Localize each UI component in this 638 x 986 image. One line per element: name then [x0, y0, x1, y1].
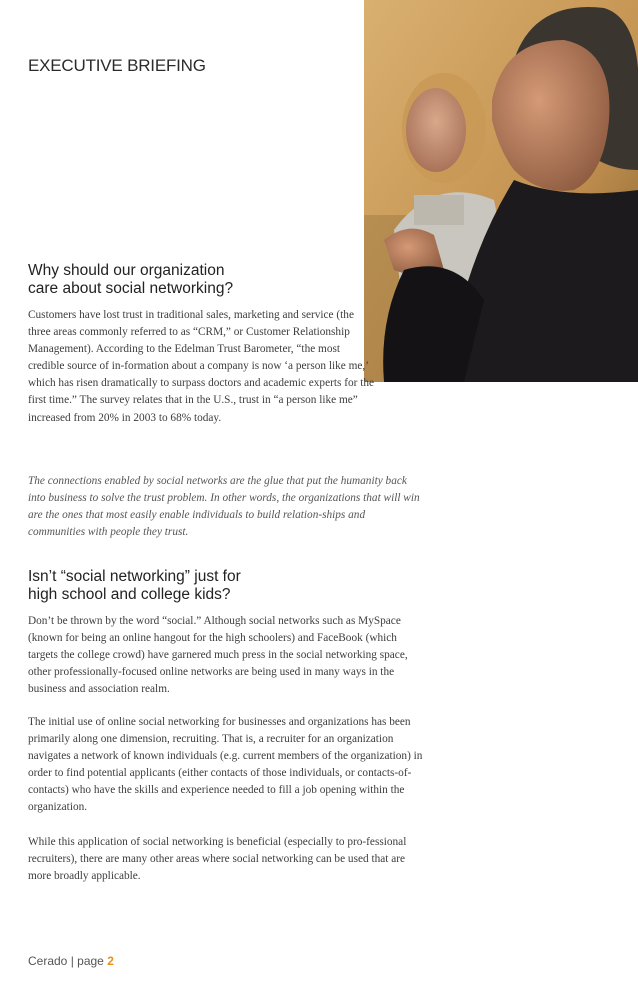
- photo-illustration: [364, 0, 638, 382]
- page-number: 2: [107, 954, 114, 968]
- section-2-heading: [28, 568, 368, 604]
- header-photo: [364, 0, 638, 382]
- section-2-paragraph-1: Don’t be thrown by the word “social.” Although social networks such as MySpace (known for being an online hangout for the high schoolers) and FaceBook (which targets the college crowd) have garnered much press in the social networking space, other professionally-focused online networks are being used in many ways in the business and association realm.: [28, 615, 408, 696]
- page-footer: [28, 954, 114, 968]
- footer-separator: |: [67, 954, 78, 968]
- footer-page-label: page: [77, 954, 108, 968]
- section-2-paragraph-3: While this application of social networking is beneficial (especially to pro-fessional recruiters), there are many other areas where social networking can be used that are more broadly applicable.: [28, 836, 407, 883]
- section-label: EXECUTIVE BRIEFING: [28, 56, 206, 75]
- section-1-heading-line-2: care about social networking?: [28, 280, 234, 297]
- footer-brand: Cerado: [28, 954, 68, 968]
- section-2-paragraph-2: The initial use of online social networking for businesses and organizations has been primarily along one dimension, recruiting. That is, a recruiter for an organization navigates a network of known individuals (e.g. current members of the organization) in order to find potential applicants (either contacts of those individuals, or contacts-of-contacts) who have the skills and experience needed to fill a job opening within the organization.: [28, 716, 423, 814]
- section-2-heading-line-2: high school and college kids?: [28, 586, 231, 603]
- section-1-heading-line-1: Why should our organization: [28, 262, 225, 279]
- section-2-heading-line-1: Isn’t “social networking” just for: [28, 568, 241, 585]
- section-1-pull-quote: The connections enabled by social networks are the glue that put the humanity back into business to solve the trust problem. In other words, the organizations that will win are the ones that most easily enable individuals to build relation-ships and communities with people they trust.: [28, 475, 420, 539]
- section-1-heading: [28, 262, 368, 298]
- section-1-paragraph-1: Customers have lost trust in traditional sales, marketing and service (the three areas commonly referred to as “CRM,” or Customer Relationship Management). According to the Edelman Trust Barometer, “the most credible source of in-formation about a company is now ‘a person like me,’ which has risen dramatically to surpass doctors and academic experts for the first time.” The survey relates that in the U.S., trust in “a person like me” increased from 20% in 2003 to 68% today.: [28, 309, 375, 424]
